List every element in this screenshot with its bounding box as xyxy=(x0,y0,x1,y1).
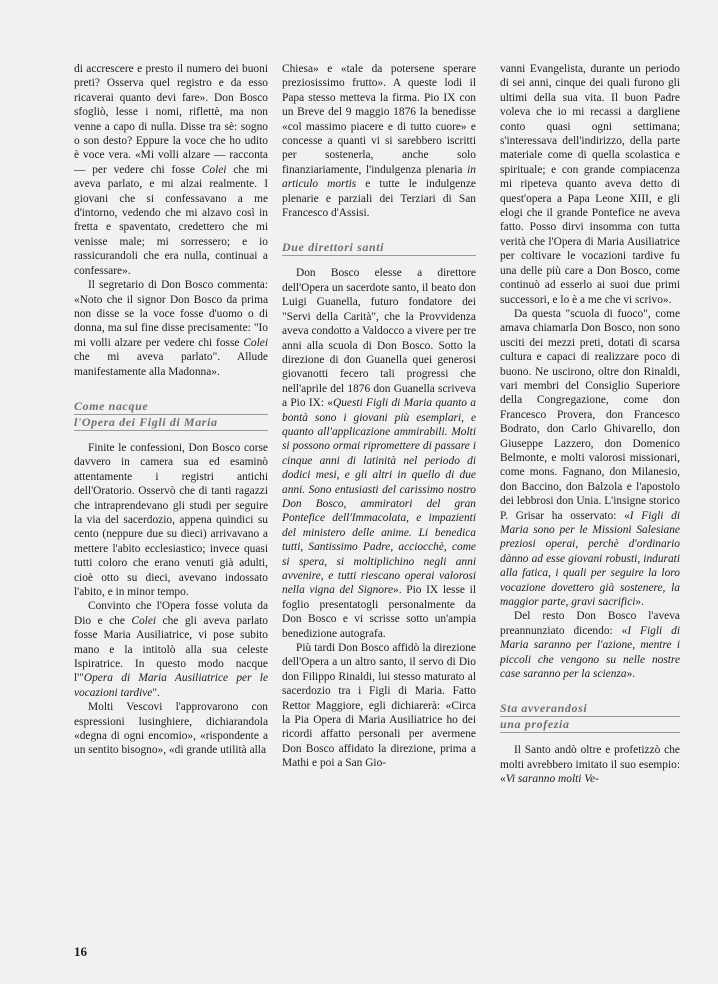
paragraph xyxy=(74,441,268,599)
section-heading-line: Sta avverandosi xyxy=(500,701,680,717)
text-run: Finite le confessioni, Don Bosco corse davvero in camera sua ed esaminò attentamente i registri antichi dell'Oratorio. Osservò che di tanti ragazzi che intraprendevano gli studi per seguire la via del sacerdozio, appena quindici su cento (neppure due su dieci) arrivavano a mettere l'abito ecclesiastico; invece quasi tutti coloro che erano venuti già adulti, cioè otto su dieci, avevano indossato l'abito, e in minor tempo. xyxy=(74,441,268,598)
text-run: Don Bosco elesse a direttore dell'Opera un sacerdote santo, il beato don Luigi Guanella, futuro fondatore dei "Servi della Carità", che la Provvidenza aveva condotto a Valdocco a vivere per tre anni alla scuola di Don Bosco. Sotto la direzione di don Guanella quei generosi giovanotti fecero tali progressi che nell'aprile del 1876 don Guanella scriveva a Pio IX: « xyxy=(282,267,476,410)
text-run: Chiesa» e «tale da potersene sperare preziosissimo frutto». A queste lodi il Papa stesso metteva la firma. Pio IX con un Breve del 9 maggio 1876 la benedisse «col massimo piacere e di tutto cuore» e concesse a quanti vi si sarebbero iscritti per sostenerla, anche solo finanziariamente, l'indulgenza plenaria xyxy=(282,63,476,176)
paragraph xyxy=(74,700,268,758)
text-column-3 xyxy=(500,62,680,787)
text-run: vanni Evangelista, durante un periodo di sei anni, cinque dei quali furono gli ultimi della sua vita. Il buon Padre voleva che io mi recassi a dargliene conto quasi ogni settimana; s'interessava dell'indirizzo, della parte materiale come di quella scolastica e spirituale; e con grande compiacenza mi ripeteva quanto aveva detto di quest'opera a Papa Leone XIII, e gli elogi che il grande Pontefice ne aveva fatto. Posso dirvi insomma con tutta verità che l'Opera di Maria Ausiliatrice per coltivare le vocazioni tardive fu una delle più care a Don Bosco, come continuò ad esserlo ai suoi due primi successori, e lo è a me che vi scrivo». xyxy=(500,63,680,306)
text-run: di accrescere e presto il numero dei buoni preti? Osserva quel registro e da esso ricaverai quanto devi fare». Don Bosco sfogliò, lesse i nomi, riflettè, ma non venne a capo di nulla. Disse tra sè: sogno o son desto? Eppure la voce che ho udito è voce vera. «Mi volli alzare — racconta — per vedere chi fosse xyxy=(74,63,268,176)
text-run: Del resto Don Bosco l'aveva preannunziato dicendo: « xyxy=(500,610,680,637)
paragraph xyxy=(74,278,268,379)
paragraph xyxy=(500,307,680,610)
text-run: Molti Vescovi l'approvarono con espressioni lusinghiere, dichiarandola «degna di ogni encomio», «rispondente a un sentito bisogno», «di grande utilità alla xyxy=(74,701,268,757)
paragraph xyxy=(282,62,476,220)
section-heading-line: l'Opera dei Figli di Maria xyxy=(74,415,268,431)
text-run: che mi aveva parlato, e mi alzai realmente. I giovani che si confessavano a me d'intorno, vedendo che mi alzavo così in fretta e spaventato, credettero che mi venisse male; mi sorressero; e io rassicurandoli che era nulla, continuai a confessare». xyxy=(74,163,268,277)
section-heading xyxy=(500,701,680,733)
text-run: ». xyxy=(626,668,636,681)
paragraph xyxy=(282,641,476,771)
text-run: Il Santo andò oltre e profetizzò che molti avrebbero imitato il suo esempio: « xyxy=(500,744,680,786)
section-heading-line: una profezia xyxy=(500,717,680,733)
text-run: che mi aveva parlato". Allude manifestamente alla Madonna». xyxy=(74,351,268,378)
italic-text: Colei xyxy=(243,336,268,349)
italic-text: Colei xyxy=(201,163,227,176)
text-column-1 xyxy=(74,62,268,758)
paragraph xyxy=(74,599,268,700)
text-run: Da questa "scuola di fuoco", come amava chiamarla Don Bosco, non sono usciti dei mezzi preti, dotati di scarsa cultura e capaci di realizzare poco di buono. Ne uscirono, oltre don Rinaldi, vari membri del Consiglio Superiore della Congregazione, come don Francesco Provera, don Francesco Bodrato, don Carlo Ghivarello, don Giuseppe Lazzero, don Domenico Belmonte, e molti valorosi missionari, come mons. Fagnano, don Milanesio, don Baccino, don Balzola e l'apostolo dei lebbrosi don Unia. L'insigne storico P. Grisar ha osservato: « xyxy=(500,307,680,522)
section-heading-line: Due direttori santi xyxy=(282,240,476,256)
paragraph xyxy=(74,62,268,278)
text-column-2 xyxy=(282,62,476,771)
section-heading-line: Come nacque xyxy=(74,399,268,415)
section-heading xyxy=(74,399,268,431)
italic-text: Questi Figli di Maria quanto a bontà sono i giovani più esemplari, e quanto all'applicazione ammirabili. Molti si possono ormai ripromettere di passare i cinque anni di latinità nel periodo di dodici mesi, e gli altri in quello di due anni. Sono entusiasti del carissimo nostro Don Bosco, ammiratori del gran Pontefice dell'Immacolata, e impazienti del ministero delle anime. Li benedica tutti, Santissimo Padre, acciocchè, come si spera, si moltiplichino negli anni avvenire, e tutti riescano operai valorosi nella vigna del Signore xyxy=(282,397,476,597)
italic-text: I Figli di Maria sono per le Missioni Salesiane preziosi operai, perchè d'ordinario dànno ad esse giovani robusti, indurati alla fatica, i quali per seguire la loro vocazione dovettero già sostenere, la maggior parte, gravi sacrifici xyxy=(500,509,680,609)
paragraph xyxy=(282,266,476,641)
text-run: Convinto che l'Opera fosse voluta da Dio e che xyxy=(74,600,268,627)
paragraph xyxy=(500,743,680,786)
text-run: Il segretario di Don Bosco commenta: «Noto che il signor Don Bosco da prima non disse se la voce fosse d'uomo o di donna, ma sul fine disse precisamente: "Io mi volli alzare per vedere chi fosse xyxy=(74,279,268,349)
paragraph xyxy=(500,609,680,681)
italic-text: in articulo mortis xyxy=(282,163,476,191)
section-heading xyxy=(282,240,476,256)
text-run: ". xyxy=(152,686,160,699)
text-run: e tutte le indulgenze plenarie e parziali dei Terziari di San Francesco d'Assisi. xyxy=(282,178,476,220)
paragraph xyxy=(500,62,680,307)
italic-text: Vi saranno molti Ve- xyxy=(505,773,599,786)
text-run: ». Pio IX lesse il foglio presentatogli personalmente da Don Bosco e vi scrisse sotto un'ampia benedizione autografa. xyxy=(282,584,476,640)
text-run: che gli aveva parlato fosse Maria Ausiliatrice, vi pose subito mano e la intitolò alla sua celeste Ispiratrice. In questo modo nacque l'" xyxy=(74,614,269,685)
text-run: ». xyxy=(635,596,644,609)
page-number: 16 xyxy=(74,944,87,959)
italic-text: Colei xyxy=(131,614,157,627)
text-run: Più tardi Don Bosco affidò la direzione dell'Opera a un altro santo, il servo di Dio don Filippo Rinaldi, lui stesso maturato al sacerdozio tra i Figli di Maria. Fatto Rettor Maggiore, egli dichiarerà: «Circa la Pia Opera di Maria Ausiliatrice ho dei ricordi affatto personali per avermene Don Bosco affidato la direzione, prima a Mathi e poi a San Gio- xyxy=(282,642,476,770)
italic-text: I Figli di Maria saranno per l'azione, mentre i piccoli che vengono su nelle nostre case saranno per la scienza xyxy=(500,624,680,681)
italic-text: Opera di Maria Ausiliatrice per le vocazioni tardive xyxy=(74,672,268,699)
